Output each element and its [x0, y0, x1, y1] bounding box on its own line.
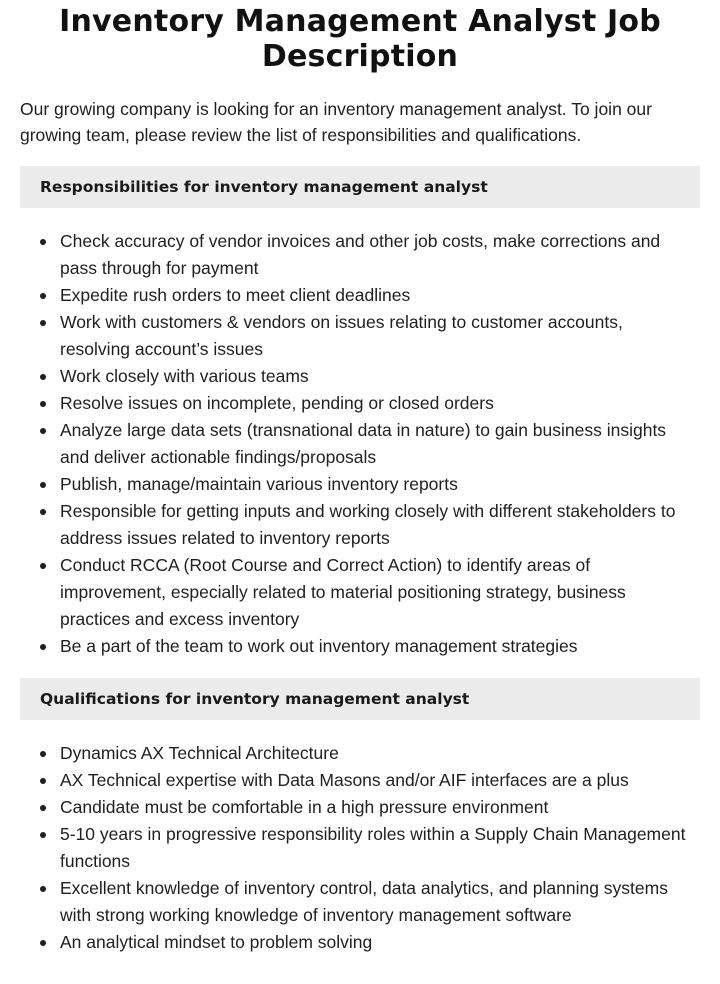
list-item — [20, 390, 700, 417]
bullet-icon — [40, 940, 46, 946]
list-item — [20, 282, 700, 309]
list-item-text: Candidate must be comfortable in a high pressure environment — [60, 797, 549, 817]
list-item-text: An analytical mindset to problem solving — [60, 932, 373, 952]
bullet-icon — [40, 401, 46, 407]
list-item — [20, 309, 700, 363]
list-item-text: Conduct RCCA (Root Course and Correct Action) to identify areas of improvement, especially related to material positioning strategy, business practices and excess inventory — [60, 555, 626, 629]
list-item — [20, 821, 700, 875]
list-item — [20, 498, 700, 552]
list-item — [20, 929, 700, 956]
list-item — [20, 471, 700, 498]
bullet-icon — [40, 644, 46, 650]
list-item-text: Work with customers & vendors on issues relating to customer accounts, resolving account’s issues — [60, 312, 623, 359]
list-item — [20, 633, 700, 660]
list-item — [20, 740, 700, 767]
list-item-text: AX Technical expertise with Data Masons and/or AIF interfaces are a plus — [60, 770, 629, 790]
list-item-text: Excellent knowledge of inventory control, data analytics, and planning systems with strong working knowledge of inventory management software — [60, 878, 668, 925]
list-item-text: Responsible for getting inputs and working closely with different stakeholders to address issues related to inventory reports — [60, 501, 676, 548]
list-item-text: Analyze large data sets (transnational data in nature) to gain business insights and deliver actionable findings/proposals — [60, 420, 667, 467]
bullet-icon — [40, 563, 46, 569]
list-item — [20, 875, 700, 929]
bullet-icon — [40, 374, 46, 380]
bullet-icon — [40, 293, 46, 299]
bullet-icon — [40, 886, 46, 892]
bullet-icon — [40, 482, 46, 488]
list-item-text: Dynamics AX Technical Architecture — [60, 743, 339, 763]
responsibilities-section-header — [20, 166, 700, 208]
list-item-text: Expedite rush orders to meet client deadlines — [60, 285, 411, 305]
qualifications-section-header — [20, 678, 700, 720]
bullet-icon — [40, 509, 46, 515]
bullet-icon — [40, 751, 46, 757]
list-item-text: Publish, manage/maintain various inventory reports — [60, 474, 458, 494]
bullet-icon — [40, 832, 46, 838]
list-item-text: Resolve issues on incomplete, pending or closed orders — [60, 393, 494, 413]
list-item — [20, 417, 700, 471]
list-item — [20, 228, 700, 282]
list-item-text: 5-10 years in progressive responsibility roles within a Supply Chain Management functions — [60, 824, 686, 871]
responsibilities-heading: Responsibilities for inventory management analyst — [40, 178, 488, 196]
qualifications-heading: Qualifications for inventory management analyst — [40, 690, 470, 708]
qualifications-list — [20, 740, 700, 956]
responsibilities-list — [20, 228, 700, 660]
bullet-icon — [40, 428, 46, 434]
bullet-icon — [40, 239, 46, 245]
page-title: Inventory Management Analyst Job Description — [59, 4, 661, 74]
list-item-text: Work closely with various teams — [60, 366, 309, 386]
list-item — [20, 363, 700, 390]
bullet-icon — [40, 805, 46, 811]
list-item — [20, 552, 700, 633]
list-item — [20, 767, 700, 794]
bullet-icon — [40, 320, 46, 326]
list-item — [20, 794, 700, 821]
intro-paragraph: Our growing company is looking for an inventory management analyst. To join our growing team, please review the list of responsibilities and qualifications. — [20, 99, 652, 145]
list-item-text: Check accuracy of vendor invoices and other job costs, make corrections and pass through for payment — [60, 231, 661, 278]
list-item-text: Be a part of the team to work out inventory management strategies — [60, 636, 578, 656]
bullet-icon — [40, 778, 46, 784]
